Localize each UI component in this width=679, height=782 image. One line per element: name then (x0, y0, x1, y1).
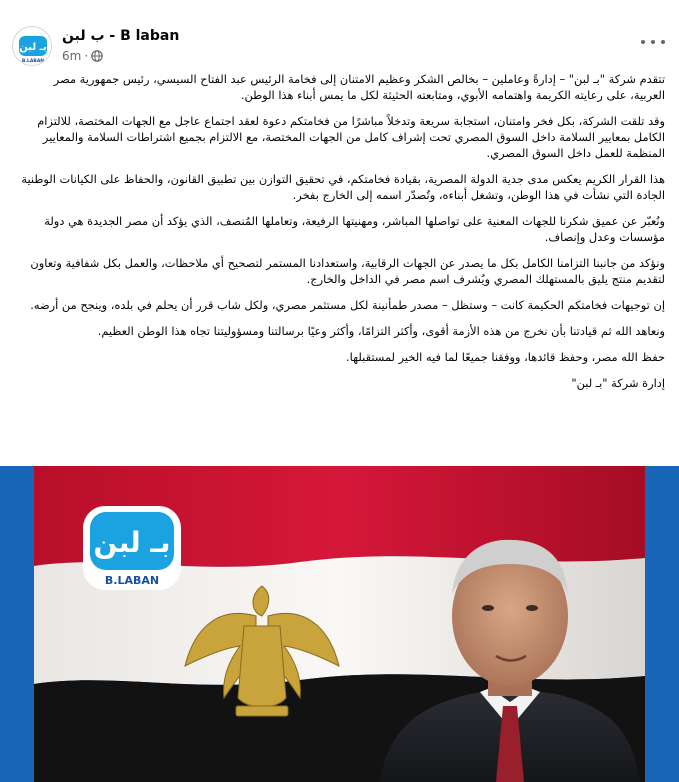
post-paragraph: ونؤكد من جانبنا التزامنا الكامل بكل ما يصدر عن الجهات الرقابية، واستعدادنا المستمر لتصحيح أي ملاحظات، والعمل بكل شفافية وتعاون لتقديم منتج يليق بالمستهلك المصري ويُشرف اسم مصر في الداخل والخارج. (30, 256, 665, 286)
banner-logo-subtext: B.LABAN (104, 574, 160, 587)
banner-logo-text: بـ لبن (93, 526, 171, 559)
meta-separator: · (84, 49, 89, 63)
page-avatar[interactable] (12, 26, 52, 66)
globe-icon[interactable] (91, 50, 103, 62)
avatar-logo-subtext: B.LABAN (21, 59, 45, 64)
banner-illustration (0, 466, 679, 782)
more-dot-icon (651, 40, 655, 44)
post-paragraph: ونعاهد الله ثم قيادتنا بأن نخرج من هذه الأزمة أقوى، وأكثر التزامًا، وأكثر وعيًا برسالتنا ومسؤوليتنا تجاه هذا الوطن العظيم. (97, 324, 665, 338)
more-options-button[interactable] (641, 34, 665, 50)
page-name-link[interactable]: ب لبن - B laban (62, 28, 180, 44)
post-paragraph: وقد تلقت الشركة، بكل فخر وامتنان، استجابة سريعة وتدخلاً مباشرًا من فخامتكم دعوة لعقد اجتماع عاجل مع الجهات المختصة، للالتزام الكامل بمعايير السلامة داخل السوق المصري تحت إشراف كامل من الجهات المختصة، مع الالتزام بجميع اشتراطات السلامة والمعايير المنظمة للعمل داخل السوق المصري. (37, 114, 665, 160)
post-text (0, 66, 679, 391)
more-dot-icon (661, 40, 665, 44)
post-image[interactable] (0, 466, 679, 782)
post-paragraph: تتقدم شركة "بـ لبن" – إدارةً وعاملين – بخالص الشكر وعظيم الامتنان إلى فخامة الرئيس عبد الفتاح السيسي، رئيس جمهورية مصر العربية، على رعايته الكريمة واهتمامه الأبوي، ومتابعته الحثيثة لكل ما يمس أبناء هذا الوطن. (53, 72, 665, 102)
post-paragraph: هذا القرار الكريم يعكس مدى جدية الدولة المصرية، بقيادة فخامتكم، في تحقيق التوازن بين تطبيق القانون، والحفاظ على الكيانات الوطنية الجادة التي نشأت في هذا الوطن، وتشغل أبناءه، وتُصدّر اسمه إلى الخارج بفخر. (21, 172, 665, 202)
blaban-logo-icon (13, 27, 52, 66)
post-paragraph: إن توجيهات فخامتكم الحكيمة كانت – وستظل – مصدر طمأنينة لكل مستثمر مصري، ولكل شاب قرر أن يحلم في بلده، وينجح من أرضه. (30, 298, 665, 312)
avatar-logo-text: بـ لبن (19, 42, 47, 53)
banner-brand-logo (83, 506, 181, 590)
more-dot-icon (641, 40, 645, 44)
post-time[interactable]: 6m (62, 49, 82, 63)
post-paragraph: إدارة شركة "بـ لبن" (571, 376, 665, 390)
post-paragraph: حفظ الله مصر، وحفظ قائدها، ووفقنا جميعًا لما فيه الخير لمستقبلها. (346, 350, 665, 364)
post-meta (62, 49, 103, 63)
post-paragraph: ونُعبّر عن عميق شكرنا للجهات المعنية على تواصلها المباشر، ومهنيتها الرفيعة، وتعاملها المُنصف، الذي يؤكد أن مصر الجديدة هي دولة مؤسسات وعدل وإنصاف. (44, 214, 665, 244)
post-header (0, 0, 679, 66)
